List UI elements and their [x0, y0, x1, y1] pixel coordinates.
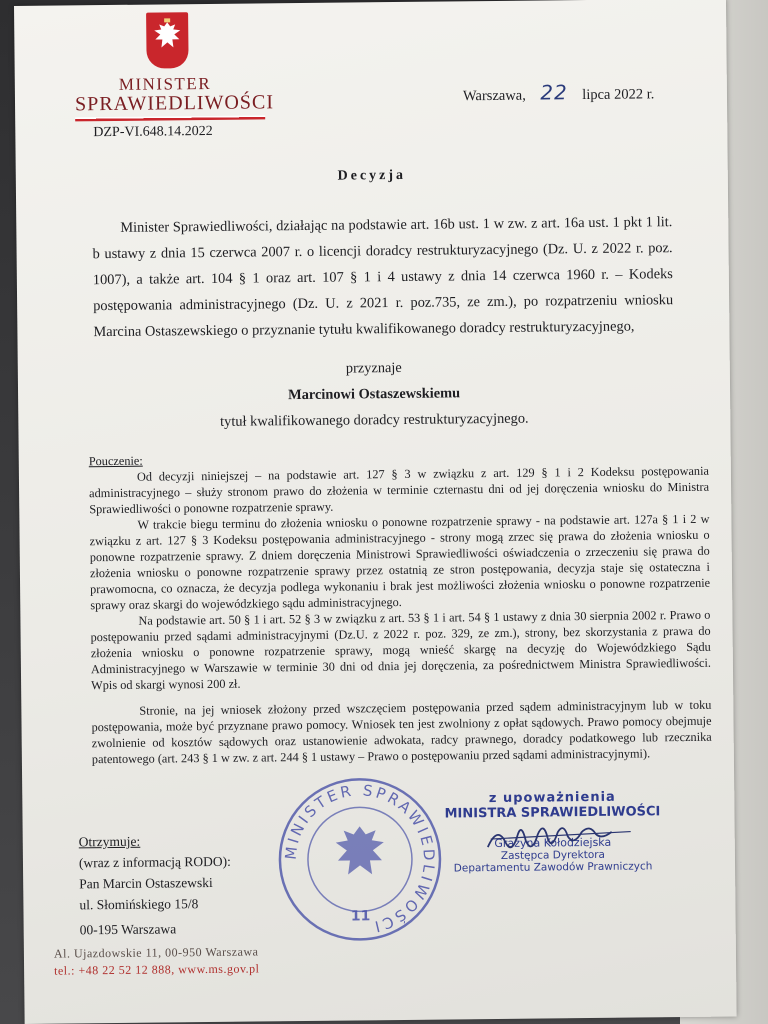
letterhead-ministry: SPRAWIEDLIWOŚCI: [74, 91, 275, 116]
instruction-section: [89, 447, 712, 767]
signature-authorization: z upoważnienia: [488, 789, 616, 807]
dateline: [463, 79, 655, 105]
flag-divider: [75, 115, 265, 121]
recipient-street: ul. Słomińskiego 15/8: [79, 896, 199, 913]
signature-ministry: MINISTRA SPRAWIEDLIWOŚCI: [444, 804, 661, 822]
document-page: [14, 0, 737, 1024]
instruction-heading: Pouczenie:: [88, 453, 143, 469]
eagle-emblem-icon: [146, 12, 189, 68]
signatory-department: Departamentu Zawodów Prawniczych: [453, 860, 653, 875]
recipients-block: [79, 830, 232, 941]
document-title: Decyzja: [337, 167, 407, 184]
intro-paragraph: Minister Sprawiedliwości, działając na podstawie art. 16b ust. 1 w zw. z art. 16a ust. 1 pkt 1 lit. b ustawy z dnia 15 czerwca 2007 r. o licencji doradcy restrukturyzacyjnego (Dz. U. z 2022 r. poz. 1007), a także art. 104 § 1 oraz art. 107 § 1 i 4 ustawy z dnia 14 czerwca 1960 r. – Kodeks postępowania administracyjnego (Dz. U. z 2021 r. poz.735, ze zm.), po rozpatrzeniu wniosku Marcina Ostaszewskiego o przyznanie tytułu kwalifikowanego doradcy restrukturyzacyjnego,: [92, 214, 674, 341]
official-round-stamp: [274, 774, 446, 946]
intro-section: [92, 209, 673, 345]
reference-number: DZP-VI.648.14.2022: [93, 123, 213, 141]
footer-contact: tel.: +48 22 52 12 888, www.ms.gov.pl: [54, 961, 260, 978]
footer-address: Al. Ujazdowskie 11, 00-950 Warszawa: [53, 944, 259, 961]
stamp-text: MINISTER SPRAWIEDLIWOŚCI: [281, 781, 439, 937]
stamp-eagle-icon: [336, 826, 385, 875]
instruction-paragraph-1: Od decyzji niniejszej – na podstawie art. 127 § 3 w związku z art. 129 § 1 i 2 Kodeksu postępowania administracyjnego – służy stronom prawo do złożenia w terminie czternastu dni od jej doręczenia wniosku do Ministra Sprawiedliwości o ponowne rozpatrzenie sprawy.: [89, 463, 710, 517]
recipient-name: Pan Marcin Ostaszewski: [79, 874, 213, 892]
signature-stamp: [432, 789, 673, 875]
date-place: Warszawa,: [462, 87, 526, 105]
decision-recipient: Marcinowi Ostaszewskiemu: [287, 385, 461, 404]
recipients-note: (wraz z informacją RODO):: [78, 853, 231, 871]
footer: [54, 943, 260, 979]
recipient-city: 00-195 Warszawa: [79, 921, 177, 938]
handwritten-signature-icon: [483, 818, 633, 860]
instruction-paragraph-3: Na podstawie art. 50 § 1 i art. 52 § 3 w związku z art. 53 § 1 i art. 54 § 1 ustawy z dnia 30 sierpnia 2002 r. Prawo o postępowaniu przed sądami administracyjnymi (Dz.U. z 2022 r. poz. 329, ze zm.), strony, bez skorzystania z prawa do złożenia wniosku o ponowne rozpatrzenie sprawy, mogą wnieść skargę na decyzję do Wojewódzkiego Sądu Administracyjnego w Warszawie w terminie 30 dni od dnia jej doręczenia, za pośrednictwem Ministra Sprawiedliwości. Wpis od skargi wynosi 200 zł.: [90, 607, 711, 693]
signatory-position: Zastępca Dyrektora: [500, 848, 606, 862]
recipients-heading: Otrzymuje:: [78, 833, 141, 850]
stamp-number: 11: [350, 908, 371, 925]
decision-title-granted: tytuł kwalifikowanego doradcy restrukturyzacyjnego.: [220, 410, 529, 430]
letterhead-minister: MINISTER: [118, 73, 212, 94]
instruction-paragraph-2: W trakcie biegu terminu do złożenia wniosku o ponowne rozpatrzenie sprawy - na podstawie art. 127a § 1 i 2 w związku z art. 127 § 3 Kodeksu postępowania administracyjnego - strony mogą zrzec się prawa do złożenia wniosku o ponowne rozpatrzenie sprawy. Z dniem doręczenia Ministrowi Sprawiedliwości oświadczenia o zrzeczeniu się prawa do złożenia wniosku o ponowne rozpatrzenie sprawy przez ostatnią ze stron postępowania, decyzja staje się ostateczna i prawomocna, co oznacza, że decyzja podlega wykonaniu i brak jest możliwości złożenia wniosku o ponowne rozpatrzenie sprawy oraz skargi do wojewódzkiego sądu administracyjnego.: [89, 511, 711, 613]
instruction-paragraph-4: Stronie, na jej wniosek złożony przed wszczęciem postępowania przed sądem administracyjnym lub w toku postępowania, może być przyznane prawo pomocy. Wniosek ten jest zwolniony z opłat sądowych. Prawo pomocy obejmuje zwolnienie od kosztów sądowych oraz ustanowienie adwokata, radcy prawnego, doradcy podatkowego lub rzecznika patentowego (art. 243 § 1 w zw. z art. 244 § 1 ustawy – Prawo o postępowaniu przed sądami administracyjnymi).: [91, 697, 712, 767]
decision-verb: przyznaje: [345, 359, 402, 377]
date-day-handwritten: 22: [540, 80, 568, 105]
date-rest: lipca 2022 r.: [582, 86, 655, 104]
signatory-name: Grażyna Kołodziejska: [494, 835, 612, 851]
